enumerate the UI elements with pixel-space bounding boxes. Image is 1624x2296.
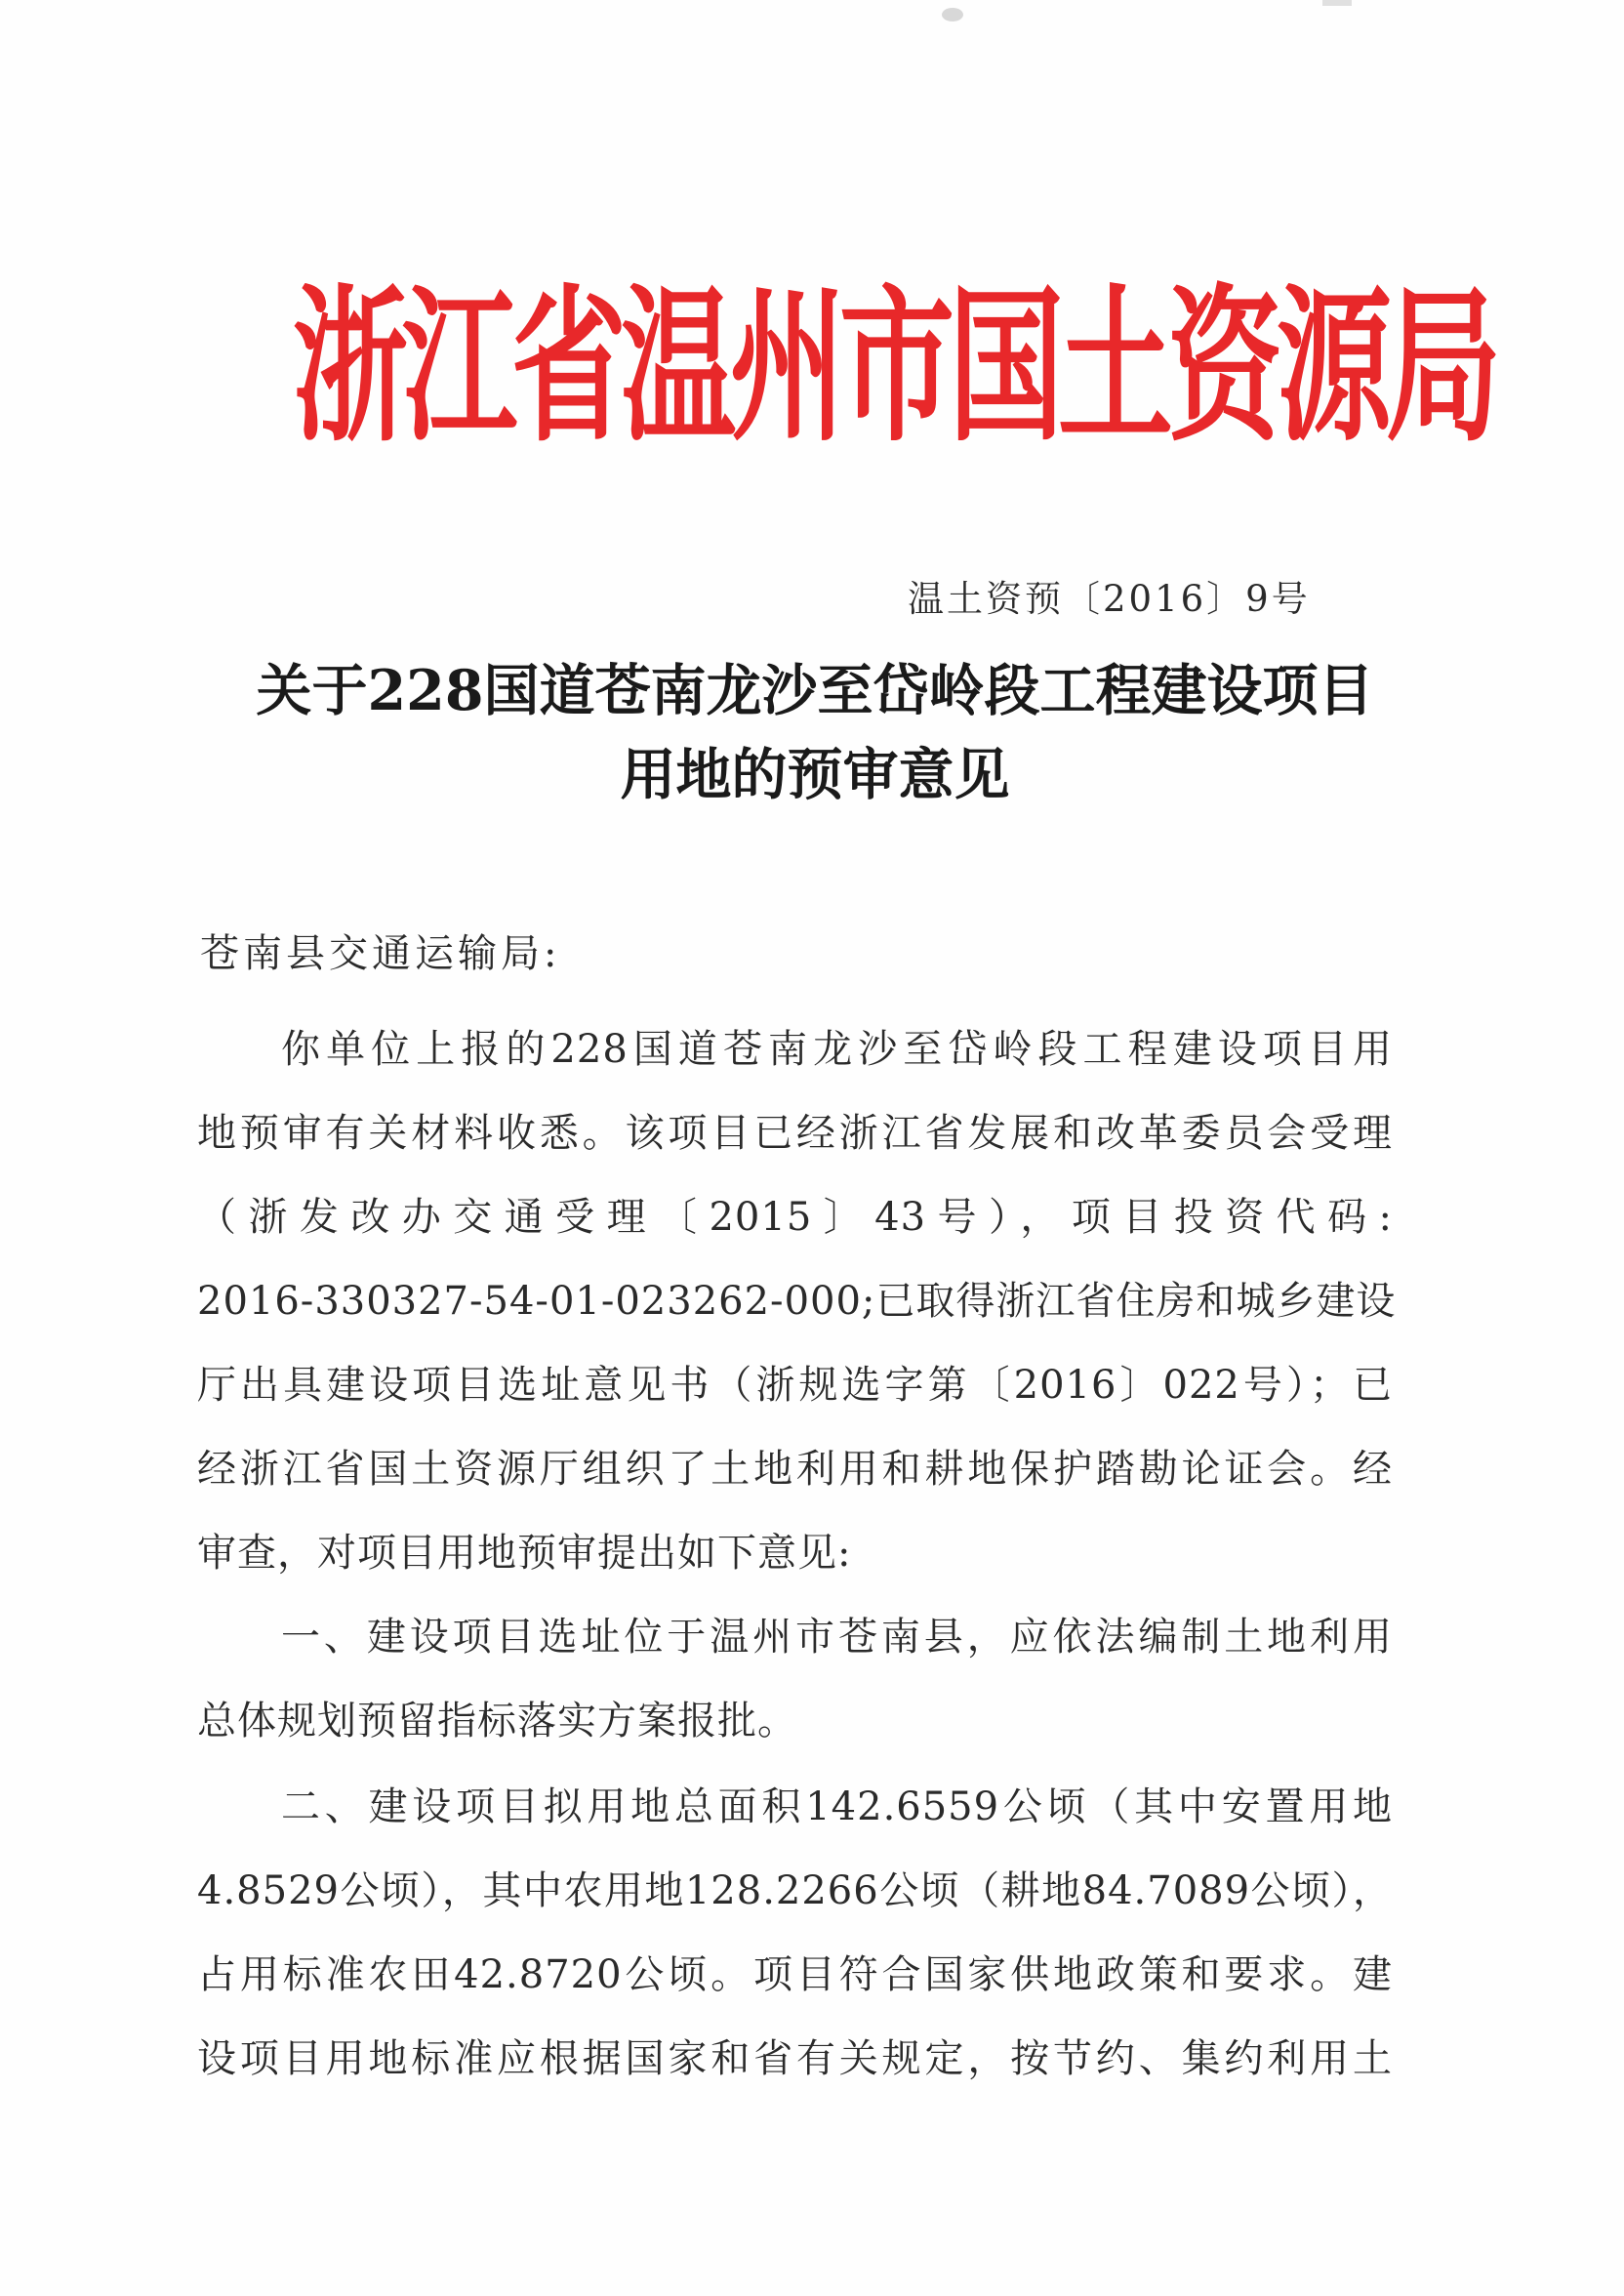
scan-artifact	[942, 8, 963, 21]
document-title-line-1: 关于228国道苍南龙沙至岱岭段工程建设项目	[256, 658, 1374, 723]
body-line: 你单位上报的228国道苍南龙沙至岱岭段工程建设项目用	[281, 1027, 1393, 1072]
scan-artifact	[1322, 0, 1352, 6]
document-title-line-2: 用地的预审意见	[620, 742, 1010, 807]
body-line: 经浙江省国土资源厅组织了土地利用和耕地保护踏勘论证会。经	[197, 1447, 1393, 1492]
body-line: 地预审有关材料收悉。该项目已经浙江省发展和改革委员会受理	[197, 1111, 1393, 1156]
document-title	[195, 649, 1435, 817]
document-number: 温土资预〔2016〕9号	[908, 578, 1311, 620]
body-line: 一、建设项目选址位于温州市苍南县，应依法编制土地利用	[281, 1615, 1393, 1660]
body-line: 4.8529公顷），其中农用地128.2266公顷（耕地84.7089公顷），	[197, 1868, 1393, 1913]
body-line: 总体规划预留指标落实方案报批。	[197, 1699, 797, 1743]
body-line: 二、建设项目拟用地总面积142.6559公顷（其中安置用地	[281, 1784, 1393, 1829]
body-line: 占用标准农田42.8720公顷。项目符合国家供地政策和要求。建	[197, 1952, 1393, 1997]
body-line: 厅出具建设项目选址意见书（浙规选字第〔2016〕022号）；已	[197, 1363, 1393, 1408]
agency-letterhead: 浙江省温州市国土资源局	[293, 268, 1496, 465]
body-line: （浙发改办交通受理〔2015〕43号），项目投资代码:	[197, 1195, 1393, 1240]
document-body	[197, 1007, 1397, 2101]
recipient-salutation: 苍南县交通运输局:	[200, 931, 561, 976]
body-line: 2016-330327-54-01-023262-000;已取得浙江省住房和城乡建设	[197, 1279, 1397, 1324]
body-line: 审查，对项目用地预审提出如下意见:	[197, 1531, 852, 1576]
body-line: 设项目用地标准应根据国家和省有关规定，按节约、集约利用土	[197, 2036, 1393, 2081]
